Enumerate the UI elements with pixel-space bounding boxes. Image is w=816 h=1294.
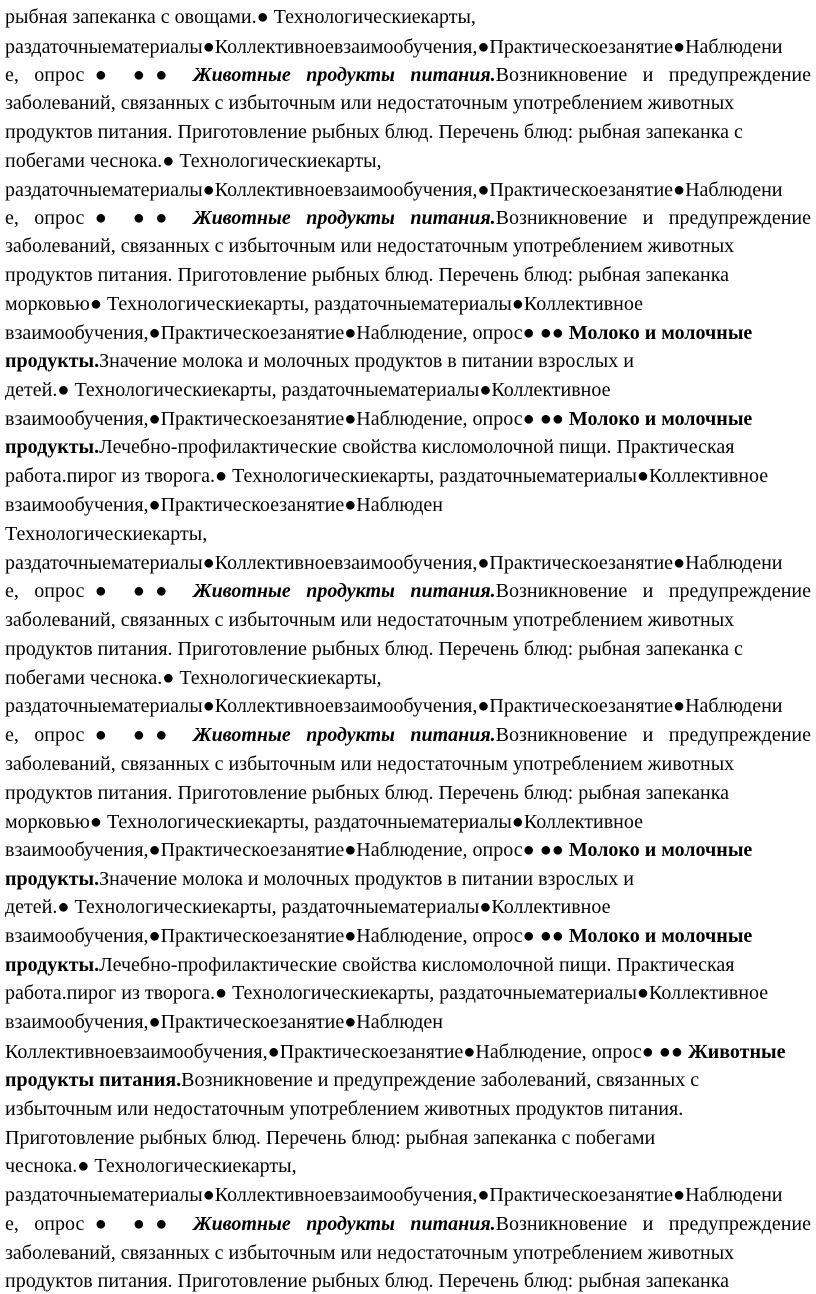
text-line (5, 665, 811, 691)
text-segment: Животные продукты питания. (193, 64, 496, 86)
text-segment: детей.● Технологическиекарты, раздаточныематериалы●Коллективное (5, 896, 611, 918)
text-line (5, 780, 811, 806)
text-segment: заболеваний, связанных с избыточным или недостаточным употреблением животных (5, 1242, 735, 1264)
text-segment: е, опрос● ●● (5, 64, 194, 86)
text-line (5, 809, 811, 835)
text-segment: морковью● Технологическиекарты, раздаточныематериалы●Коллективное (5, 293, 643, 315)
text-segment: продукты. (5, 436, 100, 458)
text-segment: Возникновение и предупреждение (495, 207, 811, 229)
text-line (5, 894, 811, 920)
text-segment: Значение молока и молочных продуктов в питании взрослых и (99, 350, 634, 372)
text-segment: детей.● Технологическиекарты, раздаточныематериалы●Коллективное (5, 379, 611, 401)
text-segment: продуктов питания. Приготовление рыбных блюд. Перечень блюд: рыбная запеканка с (5, 638, 743, 660)
text-line (5, 521, 811, 547)
text-line (5, 1039, 811, 1065)
text-line (5, 463, 811, 489)
text-line (5, 90, 811, 116)
text-line (5, 923, 811, 949)
text-segment: е, опрос● ●● (5, 580, 194, 602)
text-line (5, 1211, 811, 1237)
text-segment: заболеваний, связанных с избыточным или недостаточным употреблением животных (5, 753, 735, 775)
text-line (5, 34, 811, 60)
text-segment: Возникновение и предупреждение (495, 1213, 811, 1235)
text-segment: взаимообучения,●Практическоезанятие●Наблюдение, опрос● ●● (5, 322, 569, 344)
text-line (5, 148, 811, 174)
text-segment: Животные продукты питания. (193, 1213, 496, 1235)
text-segment: раздаточныематериалы●Коллективноевзаимообучения,●Практическоезанятие●Наблюдени (5, 695, 783, 717)
text-line (5, 751, 811, 777)
text-line (5, 262, 811, 288)
text-line (5, 607, 811, 633)
text-line (5, 837, 811, 863)
text-segment: раздаточныематериалы●Коллективноевзаимообучения,●Практическоезанятие●Наблюдени (5, 36, 783, 58)
text-segment: Возникновение и предупреждение (495, 64, 811, 86)
text-segment: Лечебно-профилактические свойства кисломолочной пищи. Практическая (99, 436, 735, 458)
text-line (5, 406, 811, 432)
text-segment: Животные продукты питания. (193, 580, 496, 602)
text-line (5, 1182, 811, 1208)
text-segment: Коллективноевзаимообучения,●Практическоезанятие●Наблюдение, опрос● ●● (5, 1041, 688, 1063)
text-line (5, 952, 811, 978)
text-line (5, 205, 811, 231)
text-segment: Молоко и молочные (568, 925, 753, 947)
text-segment: Возникновение и предупреждение (495, 580, 811, 602)
text-line (5, 4, 811, 30)
text-segment: продуктов питания. Приготовление рыбных блюд. Перечень блюд: рыбная запеканка (5, 1270, 729, 1292)
text-segment: чеснока.● Технологическиекарты, (5, 1155, 297, 1177)
text-segment: Значение молока и молочных продуктов в питании взрослых и (99, 868, 634, 890)
text-segment: Приготовление рыбных блюд. Перечень блюд: рыбная запеканка с побегами (5, 1127, 656, 1149)
text-line (5, 119, 811, 145)
text-line (5, 348, 811, 374)
text-segment: Лечебно-профилактические свойства кисломолочной пищи. Практическая (99, 954, 735, 976)
text-line (5, 1125, 811, 1151)
text-line (5, 291, 811, 317)
text-segment: продукты. (5, 350, 100, 372)
text-segment: взаимообучения,●Практическоезанятие●Наблюден (5, 494, 443, 516)
text-segment: работа.пирог из творога.● Технологическиекарты, раздаточныематериалы●Коллективное (5, 465, 769, 487)
text-segment: е, опрос● ●● (5, 724, 194, 746)
text-segment: Молоко и молочные (568, 408, 753, 430)
text-segment: раздаточныематериалы●Коллективноевзаимообучения,●Практическоезанятие●Наблюдени (5, 179, 783, 201)
text-segment: Животные (687, 1041, 786, 1063)
text-line (5, 1268, 811, 1294)
text-line (5, 320, 811, 346)
text-segment: взаимообучения,●Практическоезанятие●Наблюден (5, 1011, 443, 1033)
text-segment: заболеваний, связанных с избыточным или недостаточным употреблением животных (5, 92, 735, 114)
text-segment: Молоко и молочные (568, 839, 753, 861)
text-segment: Животные продукты питания. (193, 207, 496, 229)
text-segment: Животные продукты питания. (193, 724, 496, 746)
text-segment: побегами чеснока.● Технологическиекарты, (5, 667, 382, 689)
text-line (5, 980, 811, 1006)
text-line (5, 434, 811, 460)
text-segment: взаимообучения,●Практическоезанятие●Наблюдение, опрос● ●● (5, 925, 569, 947)
text-segment: е, опрос● ●● (5, 1213, 194, 1235)
text-segment: продукты. (5, 868, 100, 890)
text-segment: раздаточныематериалы●Коллективноевзаимообучения,●Практическоезанятие●Наблюдени (5, 552, 783, 574)
text-line (5, 636, 811, 662)
text-segment: Молоко и молочные (568, 322, 753, 344)
text-segment: е, опрос● ●● (5, 207, 194, 229)
text-segment: заболеваний, связанных с избыточным или недостаточным употреблением животных (5, 235, 735, 257)
text-segment: рыбная запеканка с овощами.● Технологическиекарты, (5, 6, 476, 28)
text-segment: продукты. (5, 954, 100, 976)
text-line (5, 62, 811, 88)
text-line (5, 177, 811, 203)
text-line (5, 1067, 811, 1093)
text-segment: заболеваний, связанных с избыточным или недостаточным употреблением животных (5, 609, 735, 631)
text-segment: Технологическиекарты, (5, 523, 208, 545)
text-segment: продуктов питания. Приготовление рыбных блюд. Перечень блюд: рыбная запеканка (5, 264, 729, 286)
text-line (5, 866, 811, 892)
text-line (5, 377, 811, 403)
text-segment: побегами чеснока.● Технологическиекарты, (5, 150, 382, 172)
text-segment: раздаточныематериалы●Коллективноевзаимообучения,●Практическоезанятие●Наблюдени (5, 1184, 783, 1206)
text-segment: Возникновение и предупреждение (495, 724, 811, 746)
text-segment: продуктов питания. Приготовление рыбных блюд. Перечень блюд: рыбная запеканка (5, 782, 729, 804)
text-segment: продукты питания. (5, 1069, 182, 1091)
text-line (5, 578, 811, 604)
text-line (5, 693, 811, 719)
text-segment: работа.пирог из творога.● Технологическиекарты, раздаточныематериалы●Коллективное (5, 982, 769, 1004)
text-line (5, 492, 811, 518)
text-segment: морковью● Технологическиекарты, раздаточныематериалы●Коллективное (5, 811, 643, 833)
text-segment: взаимообучения,●Практическоезанятие●Наблюдение, опрос● ●● (5, 408, 569, 430)
text-segment: избыточным или недостаточным употреблением животных продуктов питания. (5, 1098, 684, 1120)
text-line (5, 1153, 811, 1179)
text-line (5, 550, 811, 576)
text-line (5, 1096, 811, 1122)
text-line (5, 1240, 811, 1266)
text-segment: взаимообучения,●Практическоезанятие●Наблюдение, опрос● ●● (5, 839, 569, 861)
text-line (5, 722, 811, 748)
text-segment: продуктов питания. Приготовление рыбных блюд. Перечень блюд: рыбная запеканка с (5, 121, 743, 143)
text-line (5, 1009, 811, 1035)
text-line (5, 233, 811, 259)
text-segment: Возникновение и предупреждение заболеваний, связанных с (181, 1069, 700, 1091)
